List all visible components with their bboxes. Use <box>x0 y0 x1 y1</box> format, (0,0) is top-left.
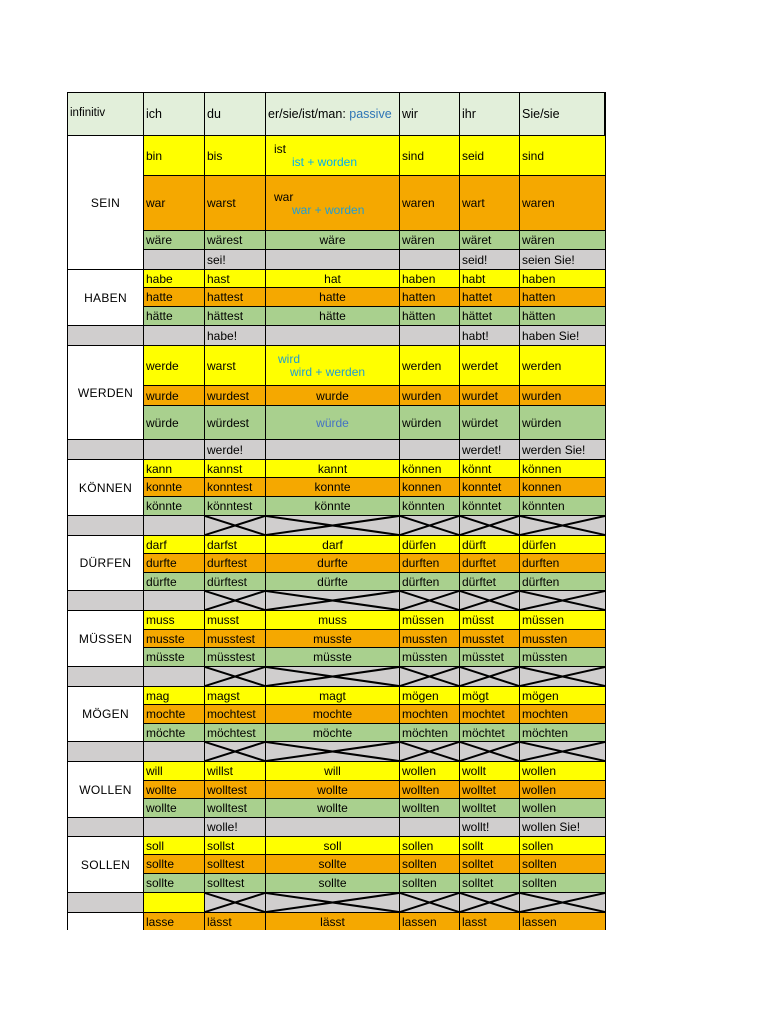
cell: wollten <box>399 798 460 818</box>
crossed-cell <box>399 590 460 611</box>
cell: hatte <box>143 287 205 307</box>
cell: werden Sie! <box>519 439 606 460</box>
cell: sollte <box>265 873 400 893</box>
cell: würden <box>399 405 460 440</box>
cell-passive <box>265 345 400 386</box>
cell: könnte <box>265 496 400 516</box>
cell-empty <box>143 515 205 536</box>
cell: wolltest <box>204 798 266 818</box>
cell: will <box>143 761 205 781</box>
cell: werde! <box>204 439 266 460</box>
cell: mochte <box>143 704 205 724</box>
cell: hast <box>204 269 266 288</box>
cell: wurdet <box>459 385 520 406</box>
cell-empty <box>143 892 205 913</box>
passive-form: war + worden <box>292 202 365 217</box>
cell: müsstest <box>204 647 266 667</box>
cell: müssen <box>399 610 460 630</box>
cell-empty <box>67 515 144 536</box>
cell: warst <box>204 175 266 231</box>
cell: seien Sie! <box>519 249 606 270</box>
cell: lassen <box>399 912 460 930</box>
cell: wären <box>519 230 606 250</box>
cell: sollten <box>519 854 606 874</box>
cell-empty <box>67 666 144 687</box>
cell: wolltet <box>459 780 520 799</box>
cell: sollte <box>143 873 205 893</box>
cell: dürft <box>459 535 520 554</box>
header-er-label: er/sie/ist/man: <box>268 106 350 121</box>
cell: soll <box>143 836 205 855</box>
cell: lässt <box>204 912 266 930</box>
cell: wolltest <box>204 780 266 799</box>
cell: könnten <box>519 496 606 516</box>
cell: lasst <box>459 912 520 930</box>
cell: haben Sie! <box>519 325 606 346</box>
cell: wäre <box>265 230 400 250</box>
cell: konnte <box>143 477 205 497</box>
cell: hätte <box>265 306 400 326</box>
verb-koennen: KÖNNEN <box>67 459 144 516</box>
cell: müssten <box>519 647 606 667</box>
cell: wurden <box>399 385 460 406</box>
cell: seid! <box>459 249 520 270</box>
cell: wurdest <box>204 385 266 406</box>
cell: dürfte <box>143 572 205 591</box>
cell: durfte <box>265 553 400 573</box>
verb-moegen: MÖGEN <box>67 686 144 742</box>
crossed-cell <box>519 892 606 913</box>
cell: wollte <box>265 798 400 818</box>
cell: konntest <box>204 477 266 497</box>
cell: dürften <box>519 572 606 591</box>
header-du: du <box>204 92 266 136</box>
cell: sollten <box>519 873 606 893</box>
passive-form: wird + werden <box>290 365 366 379</box>
er-form: wird <box>278 352 301 366</box>
crossed-cell <box>204 741 266 762</box>
cell: warst <box>204 345 266 386</box>
cell-empty <box>265 817 400 837</box>
cell: könntet <box>459 496 520 516</box>
cell: wolltet <box>459 798 520 818</box>
cell-empty <box>143 325 205 346</box>
cell: dürfte <box>265 572 400 591</box>
cell: müsste <box>143 647 205 667</box>
cell: konnen <box>519 477 606 497</box>
cell: musstet <box>459 629 520 648</box>
cell-empty <box>67 590 144 611</box>
cell: wollte <box>143 798 205 818</box>
crossed-cell <box>265 741 400 762</box>
crossed-cell <box>459 515 520 536</box>
cell: kannst <box>204 459 266 478</box>
header-ihr: ihr <box>459 92 520 136</box>
cell: magt <box>265 686 400 705</box>
cell-empty <box>265 325 400 346</box>
cell: darf <box>265 535 400 554</box>
verb-duerfen: DÜRFEN <box>67 535 144 591</box>
cell: würdest <box>204 405 266 440</box>
cell: hättest <box>204 306 266 326</box>
cell: mag <box>143 686 205 705</box>
cell: würde <box>143 405 205 440</box>
cell-empty <box>399 439 460 460</box>
cell: mögen <box>399 686 460 705</box>
cell: könntest <box>204 496 266 516</box>
crossed-cell <box>399 515 460 536</box>
cell: konnen <box>399 477 460 497</box>
cell: hattet <box>459 287 520 307</box>
cell: möchten <box>519 723 606 742</box>
cell: sind <box>399 135 460 176</box>
cell: musst <box>204 610 266 630</box>
cell-empty <box>143 666 205 687</box>
cell-empty <box>67 741 144 762</box>
cell: solltet <box>459 873 520 893</box>
cell: bis <box>204 135 266 176</box>
cell: hattest <box>204 287 266 307</box>
cell: durften <box>399 553 460 573</box>
cell: möchten <box>399 723 460 742</box>
cell: dürfen <box>399 535 460 554</box>
cell: müsstet <box>459 647 520 667</box>
verb-sein: SEIN <box>67 135 144 270</box>
crossed-cell <box>265 590 400 611</box>
cell: lassen <box>519 912 606 930</box>
cell-empty <box>67 439 144 460</box>
cell: möchtest <box>204 723 266 742</box>
cell: lasse <box>143 912 205 930</box>
cell-empty <box>143 439 205 460</box>
crossed-cell <box>265 892 400 913</box>
cell: würdet <box>459 405 520 440</box>
cell: werdet <box>459 345 520 386</box>
header-er-sie-es <box>265 92 400 136</box>
cell-empty <box>399 249 460 270</box>
cell: sollten <box>399 873 460 893</box>
cell: wollen Sie! <box>519 817 606 837</box>
cell: wollt <box>459 761 520 781</box>
cell: durftest <box>204 553 266 573</box>
cell: müsste <box>265 647 400 667</box>
cell: waren <box>519 175 606 231</box>
header-wir: wir <box>399 92 460 136</box>
cell-empty <box>67 325 144 346</box>
verb-muessen: MÜSSEN <box>67 610 144 667</box>
crossed-cell <box>519 515 606 536</box>
cell: mögt <box>459 686 520 705</box>
cell: konnte <box>265 477 400 497</box>
cell: werdet! <box>459 439 520 460</box>
cell: sollen <box>519 836 606 855</box>
crossed-cell <box>459 741 520 762</box>
cell-empty <box>143 741 205 762</box>
cell-empty <box>143 817 205 837</box>
cell: hätten <box>399 306 460 326</box>
cell: habt! <box>459 325 520 346</box>
cell: könnten <box>399 496 460 516</box>
cell: seid <box>459 135 520 176</box>
cell: darfst <box>204 535 266 554</box>
cell: wurde <box>265 385 400 406</box>
cell: konntet <box>459 477 520 497</box>
cell: war <box>143 175 205 231</box>
cell-empty <box>265 439 400 460</box>
cell: musste <box>143 629 205 648</box>
cell: könnt <box>459 459 520 478</box>
cell: hättet <box>459 306 520 326</box>
header-infinitiv: infinitiv <box>67 92 144 136</box>
cell: kannt <box>265 459 400 478</box>
cell: sollte <box>143 854 205 874</box>
cell: wollen <box>519 780 606 799</box>
crossed-cell <box>519 741 606 762</box>
cell: wurden <box>519 385 606 406</box>
cell: wollen <box>519 798 606 818</box>
cell: dürfen <box>519 535 606 554</box>
cell: wollte <box>143 780 205 799</box>
crossed-cell <box>519 590 606 611</box>
cell: solltest <box>204 873 266 893</box>
cell: könnte <box>143 496 205 516</box>
crossed-cell <box>399 892 460 913</box>
cell: musste <box>265 629 400 648</box>
cell-empty <box>143 249 205 270</box>
crossed-cell <box>204 515 266 536</box>
cell: magst <box>204 686 266 705</box>
cell: mochtest <box>204 704 266 724</box>
cell: hatte <box>265 287 400 307</box>
cell: mussten <box>399 629 460 648</box>
cell: kann <box>143 459 205 478</box>
cell: mochte <box>265 704 400 724</box>
cell: solltet <box>459 854 520 874</box>
verb-haben: HABEN <box>67 269 144 326</box>
cell: mochten <box>399 704 460 724</box>
cell-empty <box>399 325 460 346</box>
cell: würde <box>265 405 400 440</box>
cell: sollte <box>265 854 400 874</box>
cell: werde <box>143 345 205 386</box>
cell-empty <box>265 249 400 270</box>
cell: mögen <box>519 686 606 705</box>
crossed-cell <box>519 666 606 687</box>
cell: möchte <box>265 723 400 742</box>
crossed-cell <box>459 892 520 913</box>
cell: dürftest <box>204 572 266 591</box>
cell: wollt! <box>459 817 520 837</box>
cell-empty <box>67 817 144 837</box>
cell: können <box>399 459 460 478</box>
cell: willst <box>204 761 266 781</box>
passive-form: ist + worden <box>292 155 358 169</box>
cell: sollen <box>399 836 460 855</box>
cell: lässt <box>265 912 400 930</box>
cell: habe! <box>204 325 266 346</box>
cell: soll <box>265 836 400 855</box>
crossed-cell <box>204 590 266 611</box>
conjugation-table <box>67 92 606 930</box>
crossed-cell <box>265 515 400 536</box>
cell-passive <box>265 135 400 176</box>
cell: wollten <box>399 780 460 799</box>
cell: mochten <box>519 704 606 724</box>
cell: haben <box>399 269 460 288</box>
header-passive-label: passive <box>349 106 392 121</box>
cell-passive <box>265 175 400 231</box>
cell: hat <box>265 269 400 288</box>
cell: wolle! <box>204 817 266 837</box>
verb-lassen <box>67 912 144 930</box>
cell: werden <box>399 345 460 386</box>
cell-empty <box>67 892 144 913</box>
cell: sollt <box>459 836 520 855</box>
cell: muss <box>265 610 400 630</box>
cell: müsst <box>459 610 520 630</box>
cell: durftet <box>459 553 520 573</box>
cell: durfte <box>143 553 205 573</box>
cell: sei! <box>204 249 266 270</box>
cell: sind <box>519 135 606 176</box>
cell: wären <box>399 230 460 250</box>
cell: haben <box>519 269 606 288</box>
cell: muss <box>143 610 205 630</box>
cell: mussten <box>519 629 606 648</box>
cell: wurde <box>143 385 205 406</box>
cell: hätten <box>519 306 606 326</box>
cell: wäre <box>143 230 205 250</box>
cell: müssen <box>519 610 606 630</box>
crossed-cell <box>204 892 266 913</box>
cell: dürftet <box>459 572 520 591</box>
cell-empty <box>399 817 460 837</box>
crossed-cell <box>265 666 400 687</box>
verb-sollen: SOLLEN <box>67 836 144 893</box>
cell: wollen <box>519 761 606 781</box>
cell: wollen <box>399 761 460 781</box>
cell: durften <box>519 553 606 573</box>
cell: sollten <box>399 854 460 874</box>
cell: wollte <box>265 780 400 799</box>
cell: dürften <box>399 572 460 591</box>
crossed-cell <box>459 590 520 611</box>
cell: würden <box>519 405 606 440</box>
crossed-cell <box>204 666 266 687</box>
er-form: ist <box>274 142 286 156</box>
cell: hatten <box>519 287 606 307</box>
crossed-cell <box>459 666 520 687</box>
cell: waren <box>399 175 460 231</box>
verb-wollen: WOLLEN <box>67 761 144 818</box>
cell: möchte <box>143 723 205 742</box>
cell: möchtet <box>459 723 520 742</box>
cell: sollst <box>204 836 266 855</box>
er-form: war <box>274 189 294 204</box>
cell: wart <box>459 175 520 231</box>
cell: hätte <box>143 306 205 326</box>
cell: wäret <box>459 230 520 250</box>
verb-werden: WERDEN <box>67 345 144 440</box>
cell: hatten <box>399 287 460 307</box>
cell: musstest <box>204 629 266 648</box>
cell: darf <box>143 535 205 554</box>
cell: müssten <box>399 647 460 667</box>
cell: wärest <box>204 230 266 250</box>
cell: will <box>265 761 400 781</box>
cell: können <box>519 459 606 478</box>
cell: bin <box>143 135 205 176</box>
cell: werden <box>519 345 606 386</box>
cell: habe <box>143 269 205 288</box>
crossed-cell <box>399 666 460 687</box>
header-ich: ich <box>143 92 205 136</box>
header-sie: Sie/sie <box>519 92 606 136</box>
cell: solltest <box>204 854 266 874</box>
cell: habt <box>459 269 520 288</box>
crossed-cell <box>399 741 460 762</box>
cell: mochtet <box>459 704 520 724</box>
cell-empty <box>143 590 205 611</box>
